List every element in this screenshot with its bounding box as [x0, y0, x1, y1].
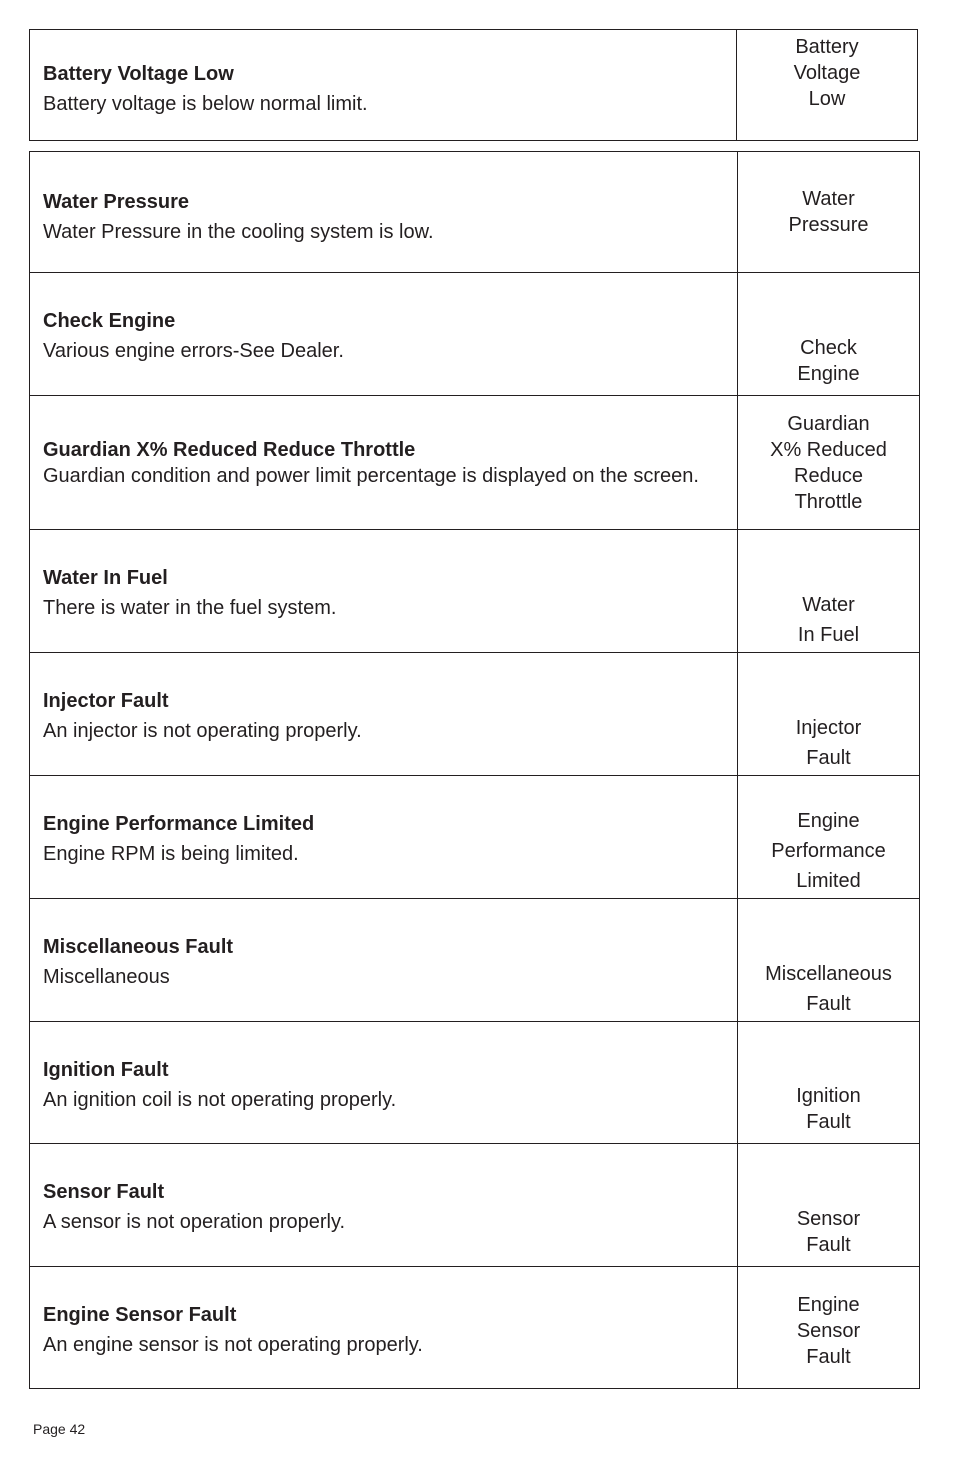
- fault-title: Miscellaneous Fault: [43, 936, 234, 958]
- fault-description: A sensor is not operation properly.: [43, 1211, 346, 1233]
- table-row: [30, 652, 738, 775]
- fault-description: Guardian condition and power limit percentage is displayed on the screen.: [43, 464, 699, 487]
- display-message-cell: Ignition Fault: [738, 1021, 919, 1143]
- table-row: [30, 152, 738, 272]
- display-message-cell: Water In Fuel: [738, 529, 919, 652]
- fault-description: An ignition coil is not operating properly.: [43, 1088, 397, 1111]
- fault-title: Ignition Fault: [43, 1058, 169, 1081]
- display-message-cell: Check Engine: [738, 272, 919, 395]
- page-number: Page 42: [33, 1421, 86, 1437]
- fault-title: Water Pressure: [43, 191, 189, 213]
- table-row: [30, 272, 738, 395]
- fault-title: Injector Fault: [43, 690, 169, 712]
- fault-title: Guardian X% Reduced Reduce Throttle: [43, 438, 416, 461]
- fault-title: Engine Performance Limited: [43, 813, 315, 835]
- display-message-cell: Sensor Fault: [738, 1143, 919, 1266]
- battery-voltage-table: [29, 29, 918, 141]
- fault-title: Water In Fuel: [43, 567, 168, 589]
- fault-description: An injector is not operating properly.: [43, 720, 362, 742]
- fault-description: An engine sensor is not operating properly.: [43, 1334, 423, 1356]
- fault-messages-table: [29, 151, 920, 1389]
- display-message-cell: Battery Voltage Low: [793, 36, 861, 110]
- fault-description: There is water in the fuel system.: [43, 597, 337, 619]
- fault-description: Engine RPM is being limited.: [43, 843, 299, 865]
- display-message-cell: Engine Sensor Fault: [738, 1266, 919, 1389]
- fault-description: Water Pressure in the cooling system is low.: [43, 221, 434, 243]
- fault-title: Engine Sensor Fault: [43, 1304, 237, 1326]
- fault-title: Sensor Fault: [43, 1181, 165, 1203]
- fault-description-cell: [30, 30, 737, 140]
- fault-title: Battery Voltage Low: [43, 63, 234, 85]
- fault-description: Various engine errors-See Dealer.: [43, 340, 344, 362]
- fault-title: Check Engine: [43, 310, 176, 332]
- table-row: [30, 1021, 738, 1143]
- display-message-cell: Water Pressure: [788, 188, 869, 236]
- display-message-cell: Injector Fault: [738, 652, 919, 775]
- table-row: [30, 898, 738, 1021]
- table-row: [30, 529, 738, 652]
- display-message-cell: Miscellaneous Fault: [738, 898, 919, 1021]
- table-row: [30, 395, 738, 529]
- table-row: [30, 775, 738, 898]
- table-row: [30, 1143, 738, 1266]
- display-message-cell: Engine Performance Limited: [738, 775, 919, 898]
- table-row: [30, 1266, 738, 1389]
- fault-description: Battery voltage is below normal limit.: [43, 93, 368, 115]
- display-message-cell: Guardian X% Reduced Reduce Throttle: [738, 395, 919, 529]
- fault-description: Miscellaneous: [43, 966, 170, 988]
